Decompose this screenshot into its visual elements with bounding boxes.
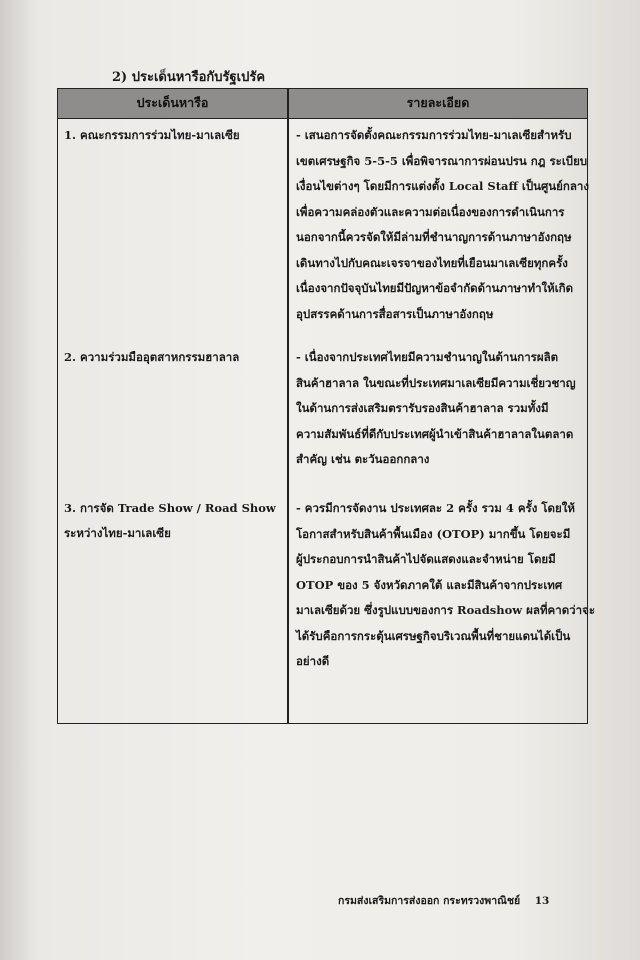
- header-detail: รายละเอียด: [406, 95, 470, 110]
- row-3-topic-line: ระหว่างไทย-มาเลเซีย: [64, 526, 171, 540]
- row-1-detail-line: เพื่อความคล่องตัวและความต่อเนื่องของการดำเนินการ: [296, 204, 565, 219]
- row-3-topic: [64, 496, 279, 546]
- header-topic: ประเด็นหารือ: [136, 95, 209, 110]
- row-3-detail-line: - ควรมีการจัดงาน ประเทศละ 2 ครั้ง รวม 4 ครั้ง โดยให้: [296, 501, 575, 515]
- row-2-topic-text: 2. ความร่วมมืออุตสาหกรรมฮาลาล: [64, 350, 240, 364]
- footer-text: กรมส่งเสริมการส่งออก กระทรวงพาณิชย์: [338, 895, 521, 907]
- page-number: 13: [534, 895, 550, 907]
- table-header: [58, 89, 587, 119]
- row-2-detail-line: - เนื่องจากประเทศไทยมีความชำนาญในด้านการผลิต: [296, 350, 559, 364]
- row-3-detail: [296, 496, 595, 675]
- row-2-detail-line: สินค้าฮาลาล ในขณะที่ประเทศมาเลเซียมีความเชี่ยวชาญ: [296, 375, 576, 390]
- row-2-detail-line: ในด้านการส่งเสริมตรารับรองสินค้าฮาลาล รวมทั้งมี: [296, 401, 549, 415]
- column-divider: [287, 89, 289, 723]
- row-2-detail-line: ความสัมพันธ์ที่ดีกับประเทศผู้นำเข้าสินค้าฮาลาลในตลาด: [296, 426, 574, 441]
- section-title: 2) ประเด็นหารือกับรัฐเปรัค: [112, 70, 266, 85]
- row-1-detail-line: เงื่อนไขต่างๆ โดยมีการแต่งตั้ง Local Staff เป็นศูนย์กลาง: [296, 179, 589, 193]
- row-3-detail-line: มาเลเซียด้วย ซึ่งรูปแบบของการ Roadshow ผลที่คาดว่าจะ: [296, 603, 595, 617]
- row-1-detail-line: - เสนอการจัดตั้งคณะกรรมการร่วมไทย-มาเลเซียสำหรับ: [296, 128, 572, 142]
- row-3-detail-line: OTOP ของ 5 จังหวัดภาคใต้ และมีสินค้าจากประเทศ: [296, 577, 563, 592]
- row-1-detail-line: นอกจากนี้ควรจัดให้มีล่ามที่ชำนาญการด้านภาษาอังกฤษ: [296, 230, 572, 244]
- row-3-detail-line: โอกาสสำหรับสินค้าพื้นเมือง (OTOP) มากขึ้น โดยจะมี: [296, 526, 571, 541]
- row-1-detail-line: เขตเศรษฐกิจ 5-5-5 เพื่อพิจารณาการผ่อนปรน กฎ ระเบียบ: [296, 153, 588, 168]
- row-1-detail: [296, 123, 589, 327]
- row-1-topic-text: 1. คณะกรรมการร่วมไทย-มาเลเซีย: [64, 128, 240, 142]
- row-3-detail-line: ได้รับคือการกระตุ้นเศรษฐกิจบริเวณพื้นที่ชายแดนได้เป็น: [296, 628, 571, 643]
- row-2-detail-line: สำคัญ เช่น ตะวันออกกลาง: [296, 452, 430, 466]
- row-3-topic-line: 3. การจัด Trade Show / Road Show: [64, 501, 276, 515]
- row-3-detail-line: อย่างดี: [296, 654, 330, 668]
- row-2-detail: [296, 345, 586, 473]
- row-1-detail-line: เนื่องจากปัจจุบันไทยมีปัญหาข้อจำกัดด้านภาษาทำให้เกิด: [296, 281, 574, 295]
- row-3-detail-line: ผู้ประกอบการนำสินค้าไปจัดแสดงและจำหน่าย โดยมี: [296, 552, 556, 566]
- row-1-detail-line: เดินทางไปกับคณะเจรจาของไทยที่เยือนมาเลเซียทุกครั้ง: [296, 255, 568, 270]
- discussion-table: [57, 88, 595, 724]
- row-1-detail-line: อุปสรรคด้านการสื่อสารเป็นภาษาอังกฤษ: [296, 306, 494, 321]
- row-1-topic: [64, 123, 279, 148]
- page-footer: [338, 892, 549, 909]
- row-2-topic: [64, 345, 279, 370]
